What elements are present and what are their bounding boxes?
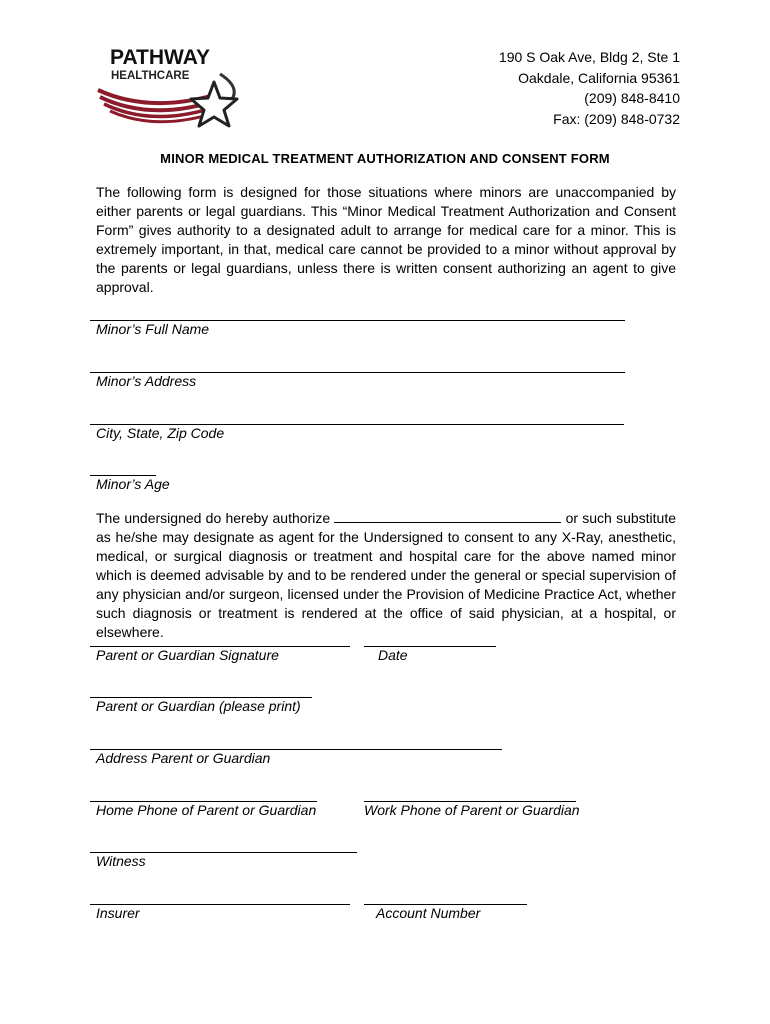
work-phone-label: Work Phone of Parent or Guardian bbox=[364, 802, 580, 818]
authorization-prefix: The undersigned do hereby authorize bbox=[96, 510, 335, 526]
home-phone-label: Home Phone of Parent or Guardian bbox=[96, 802, 317, 818]
minor-address-label: Minor’s Address bbox=[96, 373, 197, 389]
authorization-suffix: or such substitute as he/she may designate as agent for the Undersigned to consent to any X-Ray, anesthetic, medical, or surgical diagnosis or treatment and hospital care for the above named minor which is deemed advisable by and to be rendered under the general or special supervision of any physician and/or surgeon, licensed under the Provision of Medicine Practice Act, whether such diagnosis or treatment is rendered at the office of said physician, at a hospital, or elsewhere. bbox=[96, 510, 676, 640]
parent-address-label: Address Parent or Guardian bbox=[96, 750, 271, 766]
minor-age-label: Minor’s Age bbox=[96, 476, 170, 492]
parent-signature-label: Parent or Guardian Signature bbox=[96, 647, 279, 663]
clinic-address-block bbox=[499, 47, 680, 129]
company-logo bbox=[90, 38, 250, 133]
intro-paragraph: The following form is designed for those situations where minors are unaccompanied by either parents or legal guardians. This “Minor Medical Treatment Authorization and Consent Form” gives authority to a designated adult to arrange for medical care for a minor. This is extremely important, in that, medical care cannot be provided to a minor without approval by the parents or legal guardians, unless there is written consent authorizing an agent to give approval. bbox=[96, 184, 676, 295]
pathway-logo-graphic bbox=[90, 38, 250, 133]
logo-wordmark: PATHWAY bbox=[110, 46, 210, 69]
star-icon bbox=[191, 82, 237, 126]
address-street: 190 S Oak Ave, Bldg 2, Ste 1 bbox=[498, 49, 680, 65]
date-label: Date bbox=[378, 647, 408, 663]
parent-print-label: Parent or Guardian (please print) bbox=[96, 698, 301, 714]
insurer-label: Insurer bbox=[96, 905, 140, 921]
authorization-paragraph bbox=[96, 509, 676, 642]
address-city: Oakdale, California 95361 bbox=[518, 69, 680, 86]
address-phone: (209) 848-8410 bbox=[584, 90, 680, 106]
witness-label: Witness bbox=[96, 853, 146, 869]
account-number-label: Account Number bbox=[376, 905, 481, 921]
form-title: MINOR MEDICAL TREATMENT AUTHORIZATION AND CONSENT FORM bbox=[160, 151, 610, 166]
agent-name-blank[interactable] bbox=[334, 510, 561, 523]
city-state-zip-label: City, State, Zip Code bbox=[96, 425, 225, 441]
logo-subtitle: HEALTHCARE bbox=[111, 70, 190, 82]
minor-name-label: Minor’s Full Name bbox=[96, 321, 210, 337]
address-fax: Fax: (209) 848-0732 bbox=[553, 110, 680, 127]
